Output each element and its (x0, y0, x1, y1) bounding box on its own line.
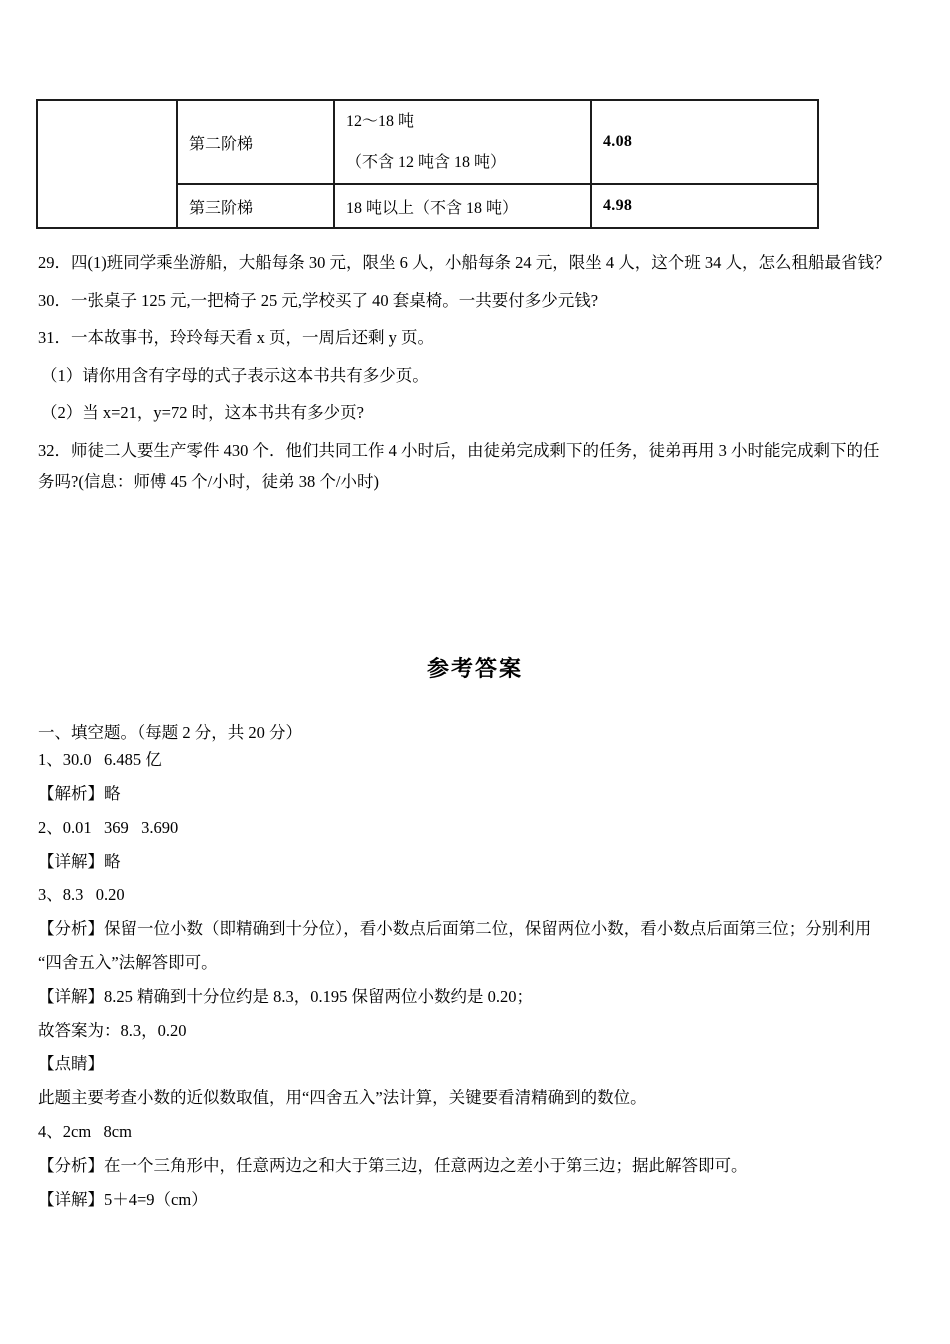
question-30: 30．一张桌子 125 元,一把椅子 25 元,学校买了 40 套桌椅。一共要付多少元钱? (38, 290, 599, 310)
answer-3-analysis-line-1: 【分析】保留一位小数（即精确到十分位），看小数点后面第二位，保留两位小数，看小数点后面第三位；分别利用 (38, 919, 872, 939)
water-price-table (36, 99, 819, 229)
table-cell-empty (37, 100, 177, 228)
table-cell-price-2: 4.08 (591, 100, 818, 184)
answer-4: 4、2cm 8cm (38, 1122, 132, 1142)
answer-3-detail: 【详解】8.25 精确到十分位约是 8.3，0.195 保留两位小数约是 0.20； (38, 986, 533, 1006)
answer-3-highlight-label: 【点睛】 (38, 1054, 104, 1074)
answer-2: 2、0.01 369 3.690 (38, 817, 179, 837)
questions-section (38, 247, 933, 497)
question-31-part-2: （2）当 x=21，y=72 时，这本书共有多少页? (41, 403, 364, 422)
range-line-2: （不含 12 吨含 18 吨） (346, 154, 507, 171)
question-32-line-2: 务吗?(信息：师傅 45 个/小时，徒弟 38 个/小时) (38, 471, 379, 491)
answer-3-highlight-text: 此题主要考查小数的近似数取值，用“四舍五入”法计算，关键要看清精确到的数位。 (38, 1088, 647, 1108)
answer-1-analysis: 【解析】略 (38, 784, 121, 804)
answer-4-analysis: 【分析】在一个三角形中，任意两边之和大于第三边，任意两边之差小于第三边；据此解答即可。 (38, 1155, 748, 1175)
answer-3-analysis-line-2: “四舍五入”法解答即可。 (38, 953, 218, 973)
table-cell-range-3: 18 吨以上（不含 18 吨） (334, 184, 591, 228)
answer-4-detail: 【详解】5＋4=9（cm） (38, 1189, 208, 1209)
question-32-line-1: 32．师徒二人要生产零件 430 个．他们共同工作 4 小时后，由徒弟完成剩下的任务，徒弟再用 3 小时能完成剩下的任 (38, 440, 880, 460)
question-31-part-1: （1）请你用含有字母的式子表示这本书共有多少页。 (41, 365, 429, 385)
answers-title: 参考答案 (426, 655, 523, 681)
answer-3: 3、8.3 0.20 (38, 885, 125, 905)
question-31: 31．一本故事书，玲玲每天看 x 页，一周后还剩 y 页。 (38, 328, 434, 347)
range-line-1: 12～18 吨 (346, 113, 415, 130)
table-cell-price-3: 4.98 (591, 184, 818, 228)
table-cell-tier-2: 第二阶梯 (177, 100, 334, 184)
table-cell-range-2 (334, 100, 591, 184)
answer-1: 1、30.0 6.485 亿 (38, 750, 162, 770)
question-29: 29．四(1)班同学乘坐游船，大船每条 30 元，限坐 6 人，小船每条 24 元，限坐 4 人，这个班 34 人，怎么租船最省钱？ (38, 253, 891, 272)
answers-section (38, 716, 933, 1217)
answers-section-header: 一、填空题。（每题 2 分，共 20 分） (38, 722, 302, 742)
table-cell-tier-3: 第三阶梯 (177, 184, 334, 228)
answer-3-conclusion: 故答案为：8.3，0.20 (38, 1020, 187, 1040)
answer-2-detail: 【详解】略 (38, 851, 121, 871)
